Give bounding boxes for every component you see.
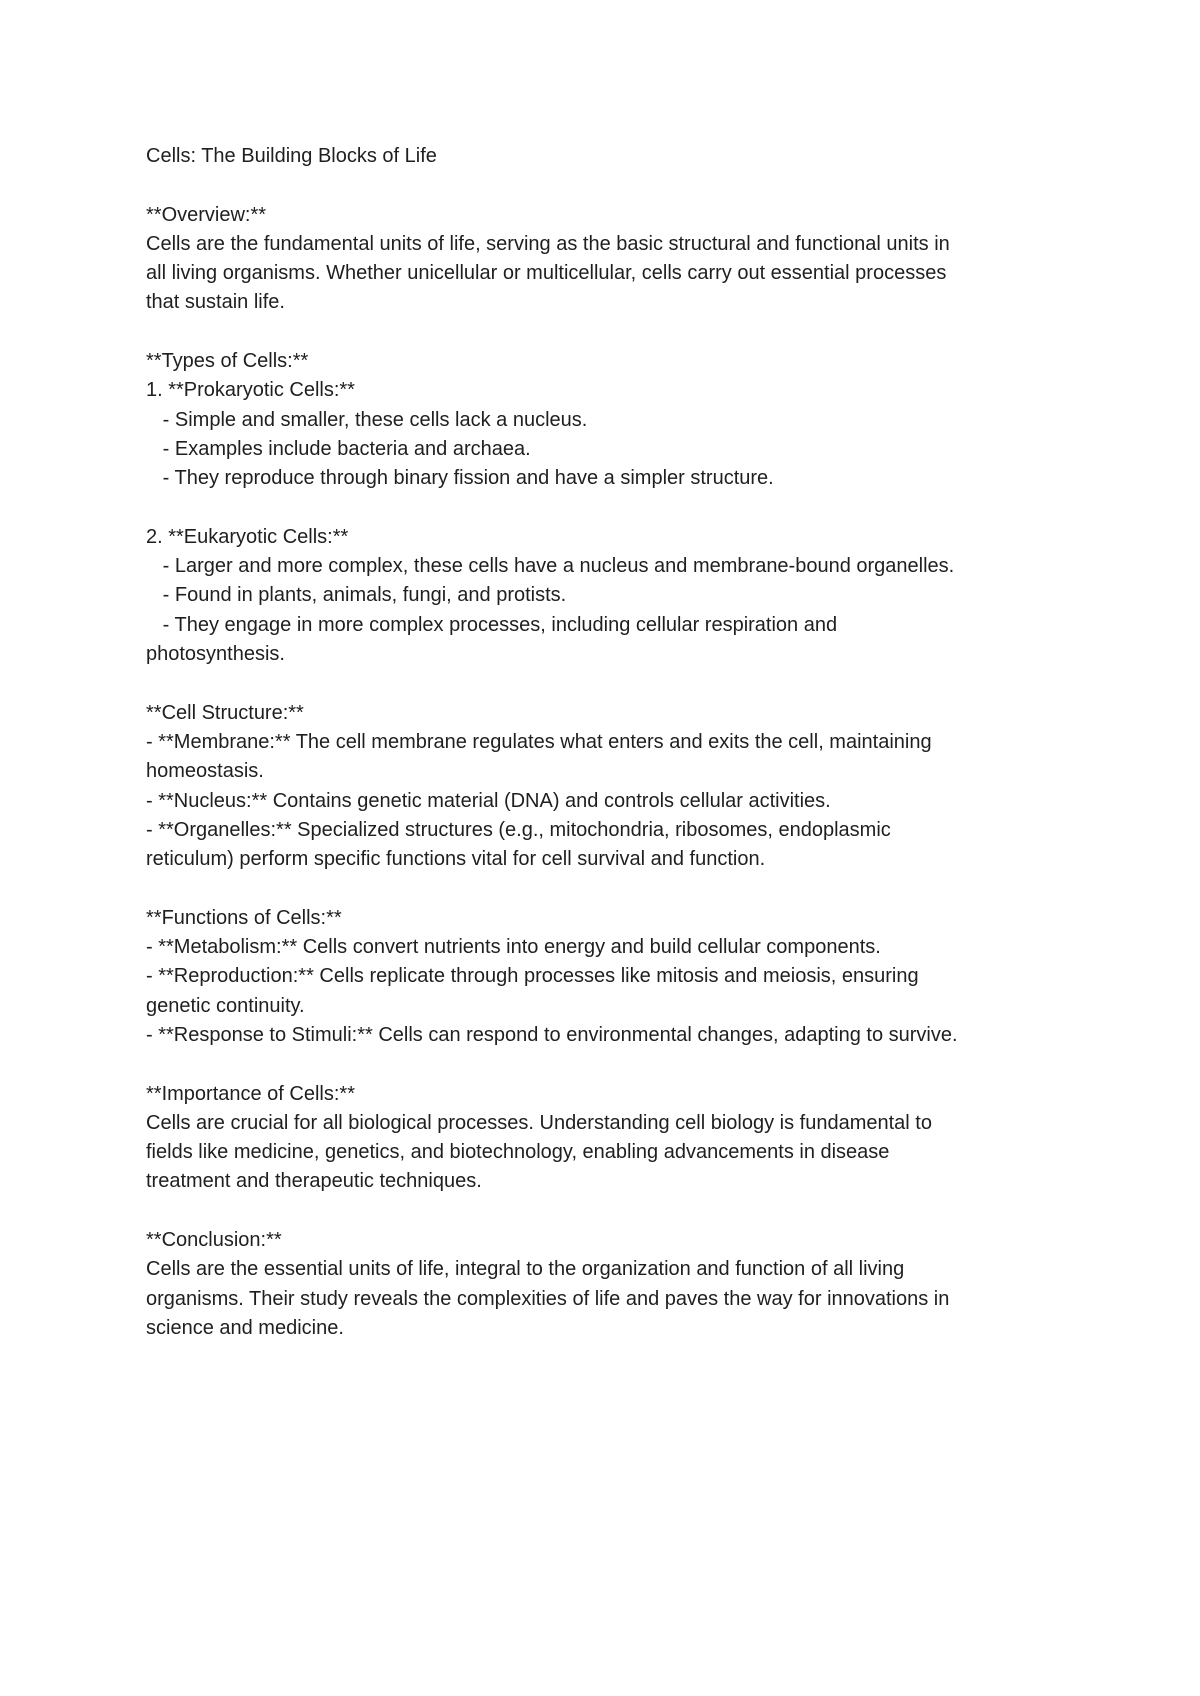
structure-section bbox=[146, 699, 1066, 875]
overview-heading: **Overview:** bbox=[146, 203, 267, 226]
blank-line bbox=[146, 874, 1066, 903]
importance-line: Cells are crucial for all biological processes. Understanding cell biology is fundamental to bbox=[146, 1111, 932, 1134]
types-heading: **Types of Cells:** bbox=[146, 350, 309, 373]
blank-line bbox=[146, 1050, 1066, 1079]
functions-line: - **Response to Stimuli:** Cells can respond to environmental changes, adapting to survive. bbox=[146, 1023, 958, 1046]
structure-line: - **Organelles:** Specialized structures (e.g., mitochondria, ribosomes, endoplasmic bbox=[146, 818, 891, 841]
importance-line: fields like medicine, genetics, and biotechnology, enabling advancements in disease bbox=[146, 1141, 890, 1164]
eukaryotic-bullet-continuation: photosynthesis. bbox=[146, 643, 285, 666]
blank-line bbox=[146, 1197, 1066, 1226]
overview-line: Cells are the fundamental units of life, serving as the basic structural and functional units in bbox=[146, 232, 950, 255]
importance-heading: **Importance of Cells:** bbox=[146, 1082, 355, 1105]
functions-line: - **Metabolism:** Cells convert nutrients into energy and build cellular components. bbox=[146, 936, 881, 959]
document-title: Cells: The Building Blocks of Life bbox=[146, 145, 437, 167]
eukaryotic-bullet: - Larger and more complex, these cells have a nucleus and membrane-bound organelles. bbox=[146, 555, 955, 578]
overview-line: all living organisms. Whether unicellular or multicellular, cells carry out essential processes bbox=[146, 262, 947, 285]
conclusion-line: Cells are the essential units of life, integral to the organization and function of all living bbox=[146, 1258, 905, 1281]
conclusion-line: organisms. Their study reveals the complexities of life and paves the way for innovations in bbox=[146, 1287, 950, 1310]
structure-line: reticulum) perform specific functions vital for cell survival and function. bbox=[146, 848, 766, 871]
functions-heading: **Functions of Cells:** bbox=[146, 906, 342, 929]
structure-line: - **Membrane:** The cell membrane regulates what enters and exits the cell, maintaining bbox=[146, 730, 932, 753]
conclusion-line: science and medicine. bbox=[146, 1316, 344, 1339]
prokaryotic-heading: 1. **Prokaryotic Cells:** bbox=[146, 379, 355, 402]
conclusion-heading: **Conclusion:** bbox=[146, 1228, 282, 1251]
types-section bbox=[146, 347, 1066, 669]
overview-section bbox=[146, 201, 1066, 318]
document-body bbox=[146, 142, 1066, 1343]
importance-line: treatment and therapeutic techniques. bbox=[146, 1170, 482, 1193]
overview-line: that sustain life. bbox=[146, 291, 285, 314]
prokaryotic-bullet: - They reproduce through binary fission and have a simpler structure. bbox=[146, 467, 774, 490]
blank-line bbox=[146, 669, 1066, 698]
eukaryotic-bullet: - Found in plants, animals, fungi, and protists. bbox=[146, 584, 567, 607]
blank-line bbox=[146, 171, 1066, 200]
functions-line: - **Reproduction:** Cells replicate through processes like mitosis and meiosis, ensuring bbox=[146, 965, 919, 988]
prokaryotic-bullet: - Examples include bacteria and archaea. bbox=[146, 437, 531, 460]
structure-line: homeostasis. bbox=[146, 760, 264, 783]
blank-line bbox=[146, 494, 1066, 523]
structure-line: - **Nucleus:** Contains genetic material (DNA) and controls cellular activities. bbox=[146, 789, 831, 812]
eukaryotic-bullet: - They engage in more complex processes, including cellular respiration and bbox=[146, 613, 838, 636]
functions-section bbox=[146, 904, 1066, 1050]
eukaryotic-heading: 2. **Eukaryotic Cells:** bbox=[146, 525, 349, 548]
blank-line bbox=[146, 318, 1066, 347]
functions-line: genetic continuity. bbox=[146, 994, 305, 1017]
prokaryotic-bullet: - Simple and smaller, these cells lack a nucleus. bbox=[146, 408, 588, 431]
conclusion-section bbox=[146, 1226, 1066, 1343]
structure-heading: **Cell Structure:** bbox=[146, 701, 304, 724]
importance-section bbox=[146, 1080, 1066, 1197]
